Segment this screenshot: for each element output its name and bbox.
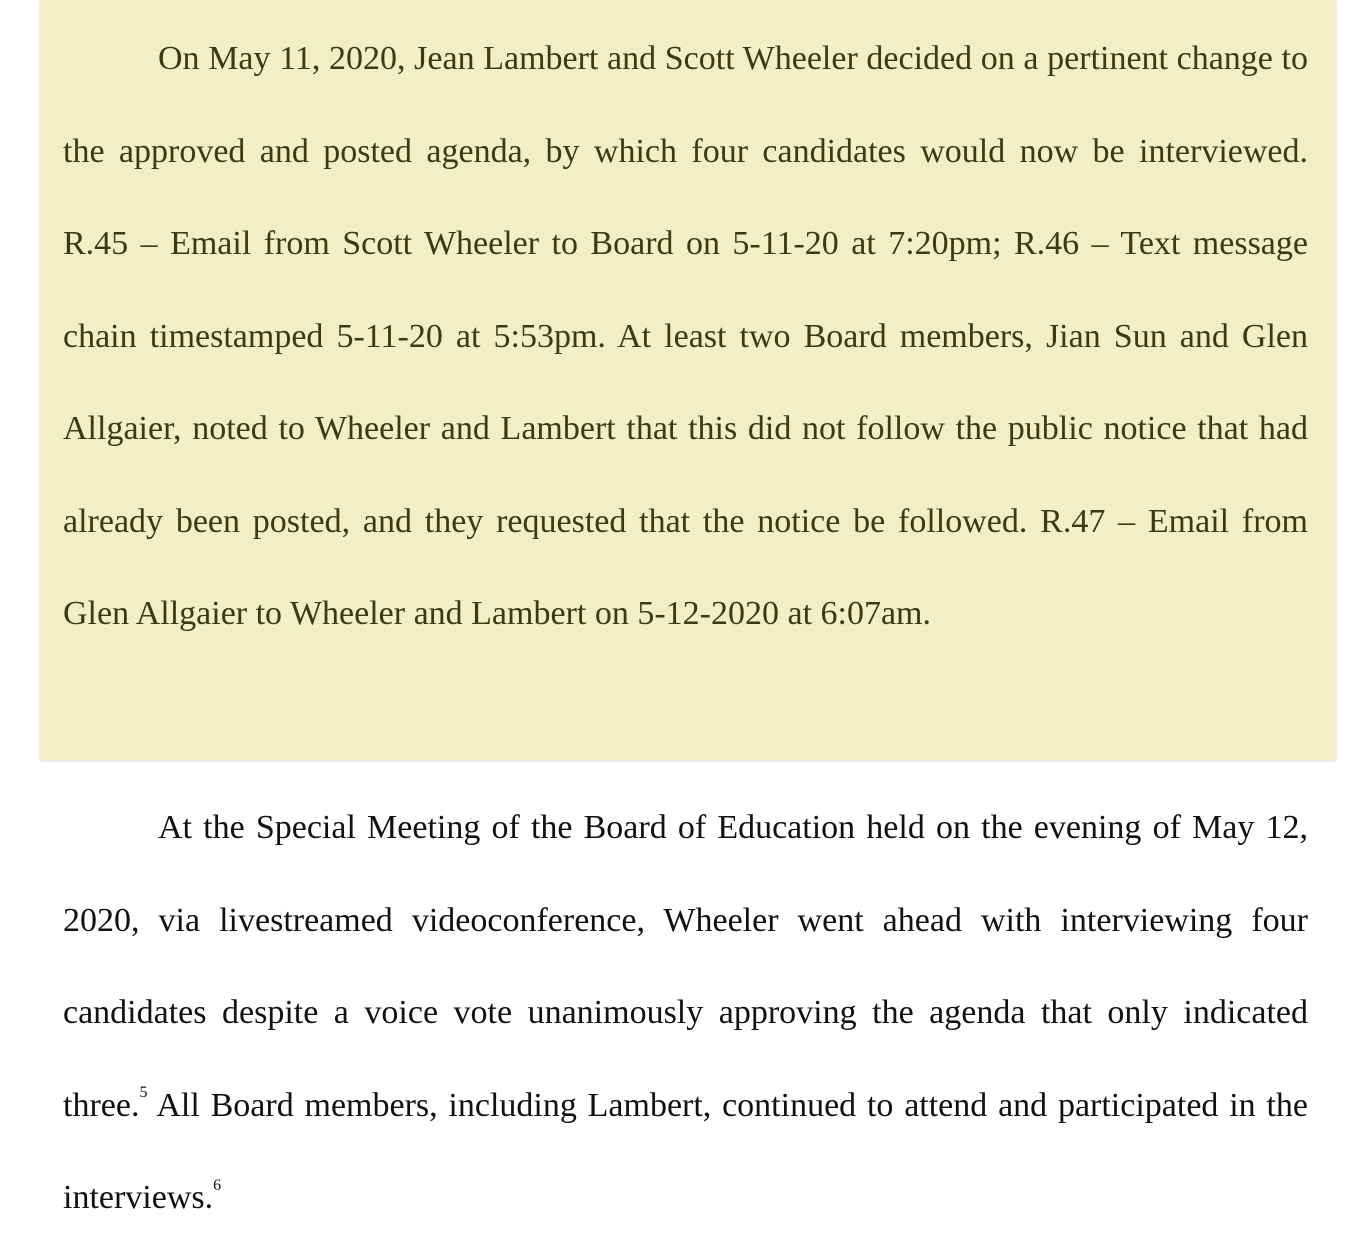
footnote-reference-5[interactable]: 5 (139, 1084, 148, 1102)
footnote-reference-6[interactable]: 6 (213, 1176, 222, 1194)
meeting-paragraph-text-1: At the Special Meeting of the Board of Education held on the evening of May 12, 2020, via livestreamed videoconference, Wheeler went ahead with interviewing four candidates despite a voice vote unanimously approving the agenda that only indicated three. (63, 809, 1308, 1124)
meeting-paragraph-text-2: All Board members, including Lambert, continued to attend and participated in the interviews. (63, 1086, 1308, 1216)
meeting-paragraph (63, 782, 1308, 1245)
highlighted-paragraph: On May 11, 2020, Jean Lambert and Scott Wheeler decided on a pertinent change to the approved and posted agenda, by which four candidates would now be interviewed. R.45 – Email from Scott Wheeler to Board on 5-11-20 at 7:20pm; R.46 – Text message chain timestamped 5-11-20 at 5:53pm. At least two Board members, Jian Sun and Glen Allgaier, noted to Wheeler and Lambert that this did not follow the public notice that had already been posted, and they requested that the notice be followed. R.47 – Email from Glen Allgaier to Wheeler and Lambert on 5-12-2020 at 6:07am. (63, 40, 1308, 632)
